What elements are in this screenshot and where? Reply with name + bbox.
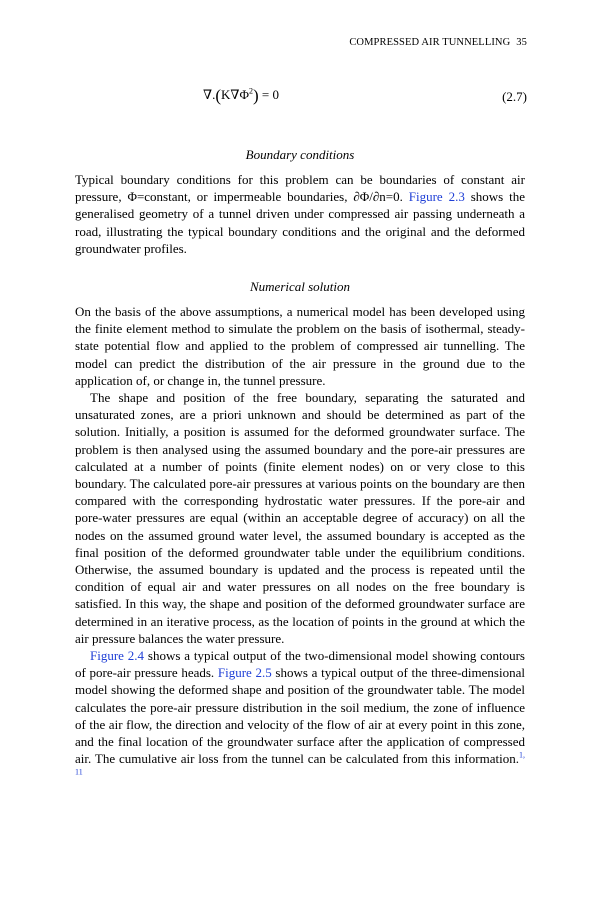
equation-lead: ∇. <box>203 87 216 102</box>
equation-open-paren: ( <box>215 86 221 105</box>
paragraph-text: shows a typical output of the two-dimensional model showing contours of pore-air pressure heads. <box>75 648 525 681</box>
equation-close-paren: ) <box>252 86 259 105</box>
paragraph: On the basis of the above assumptions, a numerical model has been developed using the finite element method to simulate the problem on the basis of isothermal, steady-state potential flow and applied to the problem of compressed air tunnelling. The model can predict the distribution of the air pressure in the ground due to the application of, or change in, the tunnel pressure. <box>75 304 525 388</box>
boundary-section-body <box>75 171 525 257</box>
running-title: COMPRESSED AIR TUNNELLING <box>349 37 511 48</box>
figure-link[interactable]: Figure 2.5 <box>217 665 272 681</box>
page-number: 35 <box>516 37 527 48</box>
paragraph-text: shows a typical output of the three-dimensional model showing the deformed shape and position of the groundwater table. The model calculates the pore-air pressure distribution in the soil medium, the zone of influence of the air flow, the direction and velocity of the flow of air at every point in this zone, and the final location of the groundwater surface after the application of compressed air. The cumulative air loss from the tunnel can be calculated from this information. <box>75 665 525 767</box>
paragraph-text: Typical boundary conditions for this problem can be boundaries of constant air pressure, Φ=constant, or impermeable boundaries, ∂Φ/∂n=0. <box>75 172 525 205</box>
paragraph <box>75 171 525 257</box>
paragraph-text: shows the generalised geometry of a tunnel driven under compressed air passing underneath a road, illustrating the typical boundary conditions and the original and the deformed groundwater profiles. <box>75 189 525 256</box>
paragraph: The shape and position of the free boundary, separating the saturated and unsaturated zones, are a priori unknown and should be determined as part of the solution. Initially, a position is assumed for the deformed groundwater surface. The problem is then analysed using the assumed boundary and the pore-air pressures are calculated at a number of points (finite element nodes) on or very close to this boundary. The calculated pore-air pressures at various points on the boundary are then compared with the corresponding hydrostatic water pressures. If the pore-air and pore-water pressures are equal (within an acceptable degree of accuracy) on all the nodes on the assumed ground water level, the assumed boundary is accepted as the final position of the deformed groundwater table under the equilibrium conditions. Otherwise, the assumed boundary is updated and the process is repeated until the condition of equal air and water pressures on all nodes on the free boundary is satisfied. In this way, the shape and position of the deformed groundwater surface are determined in an iterative process, as the location of points in the ground at which the air pressure balances the water pressure. <box>75 390 525 646</box>
equation <box>203 86 279 106</box>
equation-body: K∇Φ <box>221 87 249 102</box>
section-heading-numerical: Numerical solution <box>249 279 351 294</box>
figure-link[interactable]: Figure 2.3 <box>408 189 465 205</box>
figure-link[interactable]: Figure 2.4 <box>90 648 145 664</box>
equation-rhs: = 0 <box>258 87 279 102</box>
equation-number: (2.7) <box>502 89 527 104</box>
section-heading-boundary: Boundary conditions <box>245 147 355 162</box>
citation-link[interactable]: 1, 11 <box>75 750 525 778</box>
paragraph <box>75 647 525 785</box>
running-header <box>349 37 527 48</box>
equation-superscript: 2 <box>248 86 253 96</box>
numerical-section-body <box>75 303 525 785</box>
